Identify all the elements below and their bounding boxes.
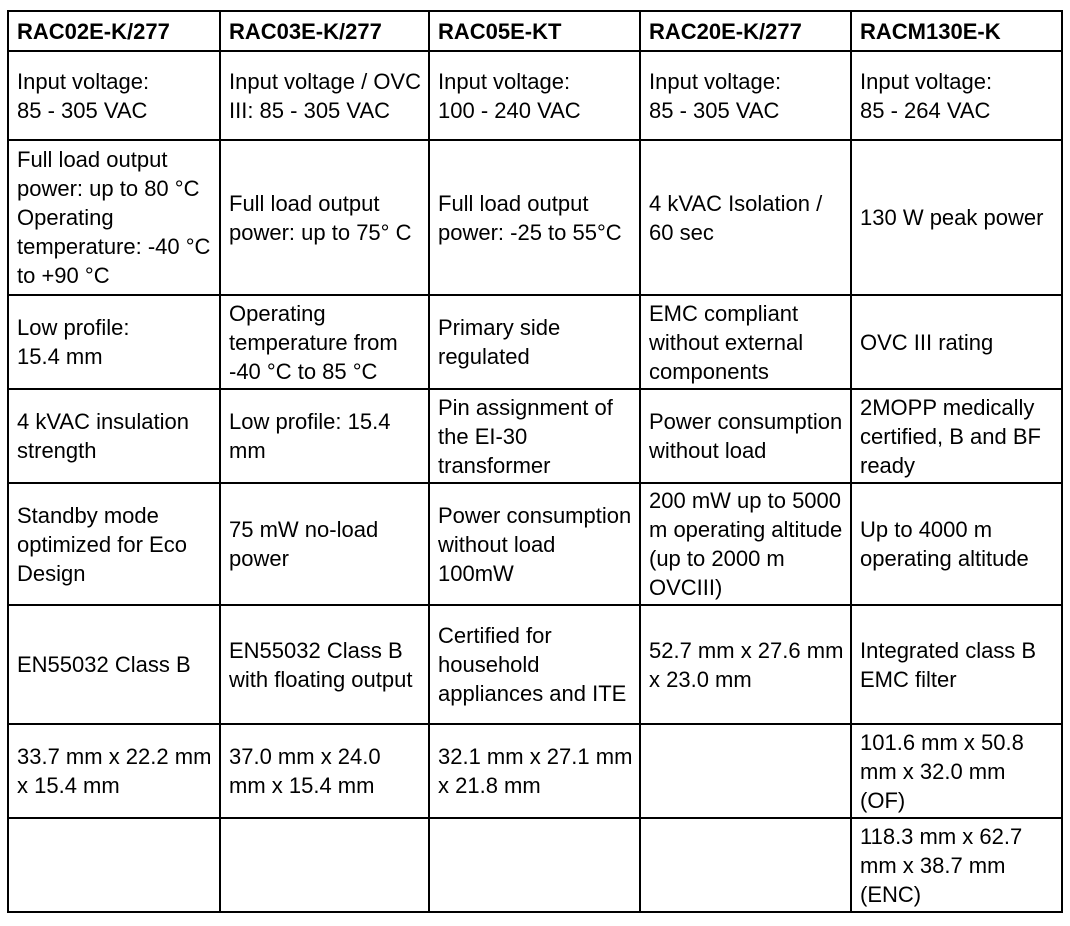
table-cell: Full load output power: up to 80 °C Operating temperature: -40 °C to +90 °C <box>8 140 220 295</box>
table-cell: Input voltage: 85 - 264 VAC <box>851 51 1062 140</box>
table-cell: Up to 4000 m operating altitude <box>851 483 1062 605</box>
table-cell-empty <box>640 724 851 818</box>
table-cell: 33.7 mm x 22.2 mm x 15.4 mm <box>8 724 220 818</box>
table-row <box>8 140 1062 295</box>
table-cell: EN55032 Class B with floating output <box>220 605 429 724</box>
table-cell: 130 W peak power <box>851 140 1062 295</box>
table-cell: Full load output power: -25 to 55°C <box>429 140 640 295</box>
table-cell: 200 mW up to 5000 m operating altitude (up to 2000 m OVCIII) <box>640 483 851 605</box>
header-cell-rac20e: RAC20E-K/277 <box>640 11 851 51</box>
table-cell: 2MOPP medically certified, B and BF ready <box>851 389 1062 483</box>
table-cell: 118.3 mm x 62.7 mm x 38.7 mm (ENC) <box>851 818 1062 912</box>
table-cell: Integrated class B EMC filter <box>851 605 1062 724</box>
table-cell: Operating temperature from -40 °C to 85 °C <box>220 295 429 389</box>
header-cell-rac02e: RAC02E-K/277 <box>8 11 220 51</box>
table-row <box>8 389 1062 483</box>
table-cell: Input voltage: 85 - 305 VAC <box>640 51 851 140</box>
header-cell-racm130e: RACM130E-K <box>851 11 1062 51</box>
table-cell: 4 kVAC Isolation / 60 sec <box>640 140 851 295</box>
table-cell: 4 kVAC insulation strength <box>8 389 220 483</box>
table-row <box>8 51 1062 140</box>
table-cell-empty <box>640 818 851 912</box>
table-cell-empty <box>429 818 640 912</box>
table-cell: EMC compliant without external components <box>640 295 851 389</box>
table-row <box>8 724 1062 818</box>
table-cell: Input voltage: 85 - 305 VAC <box>8 51 220 140</box>
table-cell: 75 mW no-load power <box>220 483 429 605</box>
table-cell: EN55032 Class B <box>8 605 220 724</box>
table-cell: 52.7 mm x 27.6 mm x 23.0 mm <box>640 605 851 724</box>
table-cell: Input voltage: 100 - 240 VAC <box>429 51 640 140</box>
table-cell: Power consumption without load <box>640 389 851 483</box>
table-cell: Low profile: 15.4 mm <box>220 389 429 483</box>
table-cell: 101.6 mm x 50.8 mm x 32.0 mm (OF) <box>851 724 1062 818</box>
table-row <box>8 483 1062 605</box>
header-row <box>8 11 1062 51</box>
table-cell: OVC III rating <box>851 295 1062 389</box>
header-cell-rac03e: RAC03E-K/277 <box>220 11 429 51</box>
table-cell: Standby mode optimized for Eco Design <box>8 483 220 605</box>
table-row <box>8 605 1062 724</box>
table-cell: Primary side regulated <box>429 295 640 389</box>
table-cell-empty <box>220 818 429 912</box>
product-comparison-table <box>7 10 1063 913</box>
table-cell: Input voltage / OVC III: 85 - 305 VAC <box>220 51 429 140</box>
table-cell: 37.0 mm x 24.0 mm x 15.4 mm <box>220 724 429 818</box>
table-cell: Low profile: 15.4 mm <box>8 295 220 389</box>
table-cell: 32.1 mm x 27.1 mm x 21.8 mm <box>429 724 640 818</box>
table-cell: Power consumption without load 100mW <box>429 483 640 605</box>
table-cell: Pin assignment of the EI-30 transformer <box>429 389 640 483</box>
table-cell: Full load output power: up to 75° C <box>220 140 429 295</box>
table-row <box>8 818 1062 912</box>
table-cell: Certified for household appliances and ITE <box>429 605 640 724</box>
header-cell-rac05e: RAC05E-KT <box>429 11 640 51</box>
table-row <box>8 295 1062 389</box>
table-cell-empty <box>8 818 220 912</box>
